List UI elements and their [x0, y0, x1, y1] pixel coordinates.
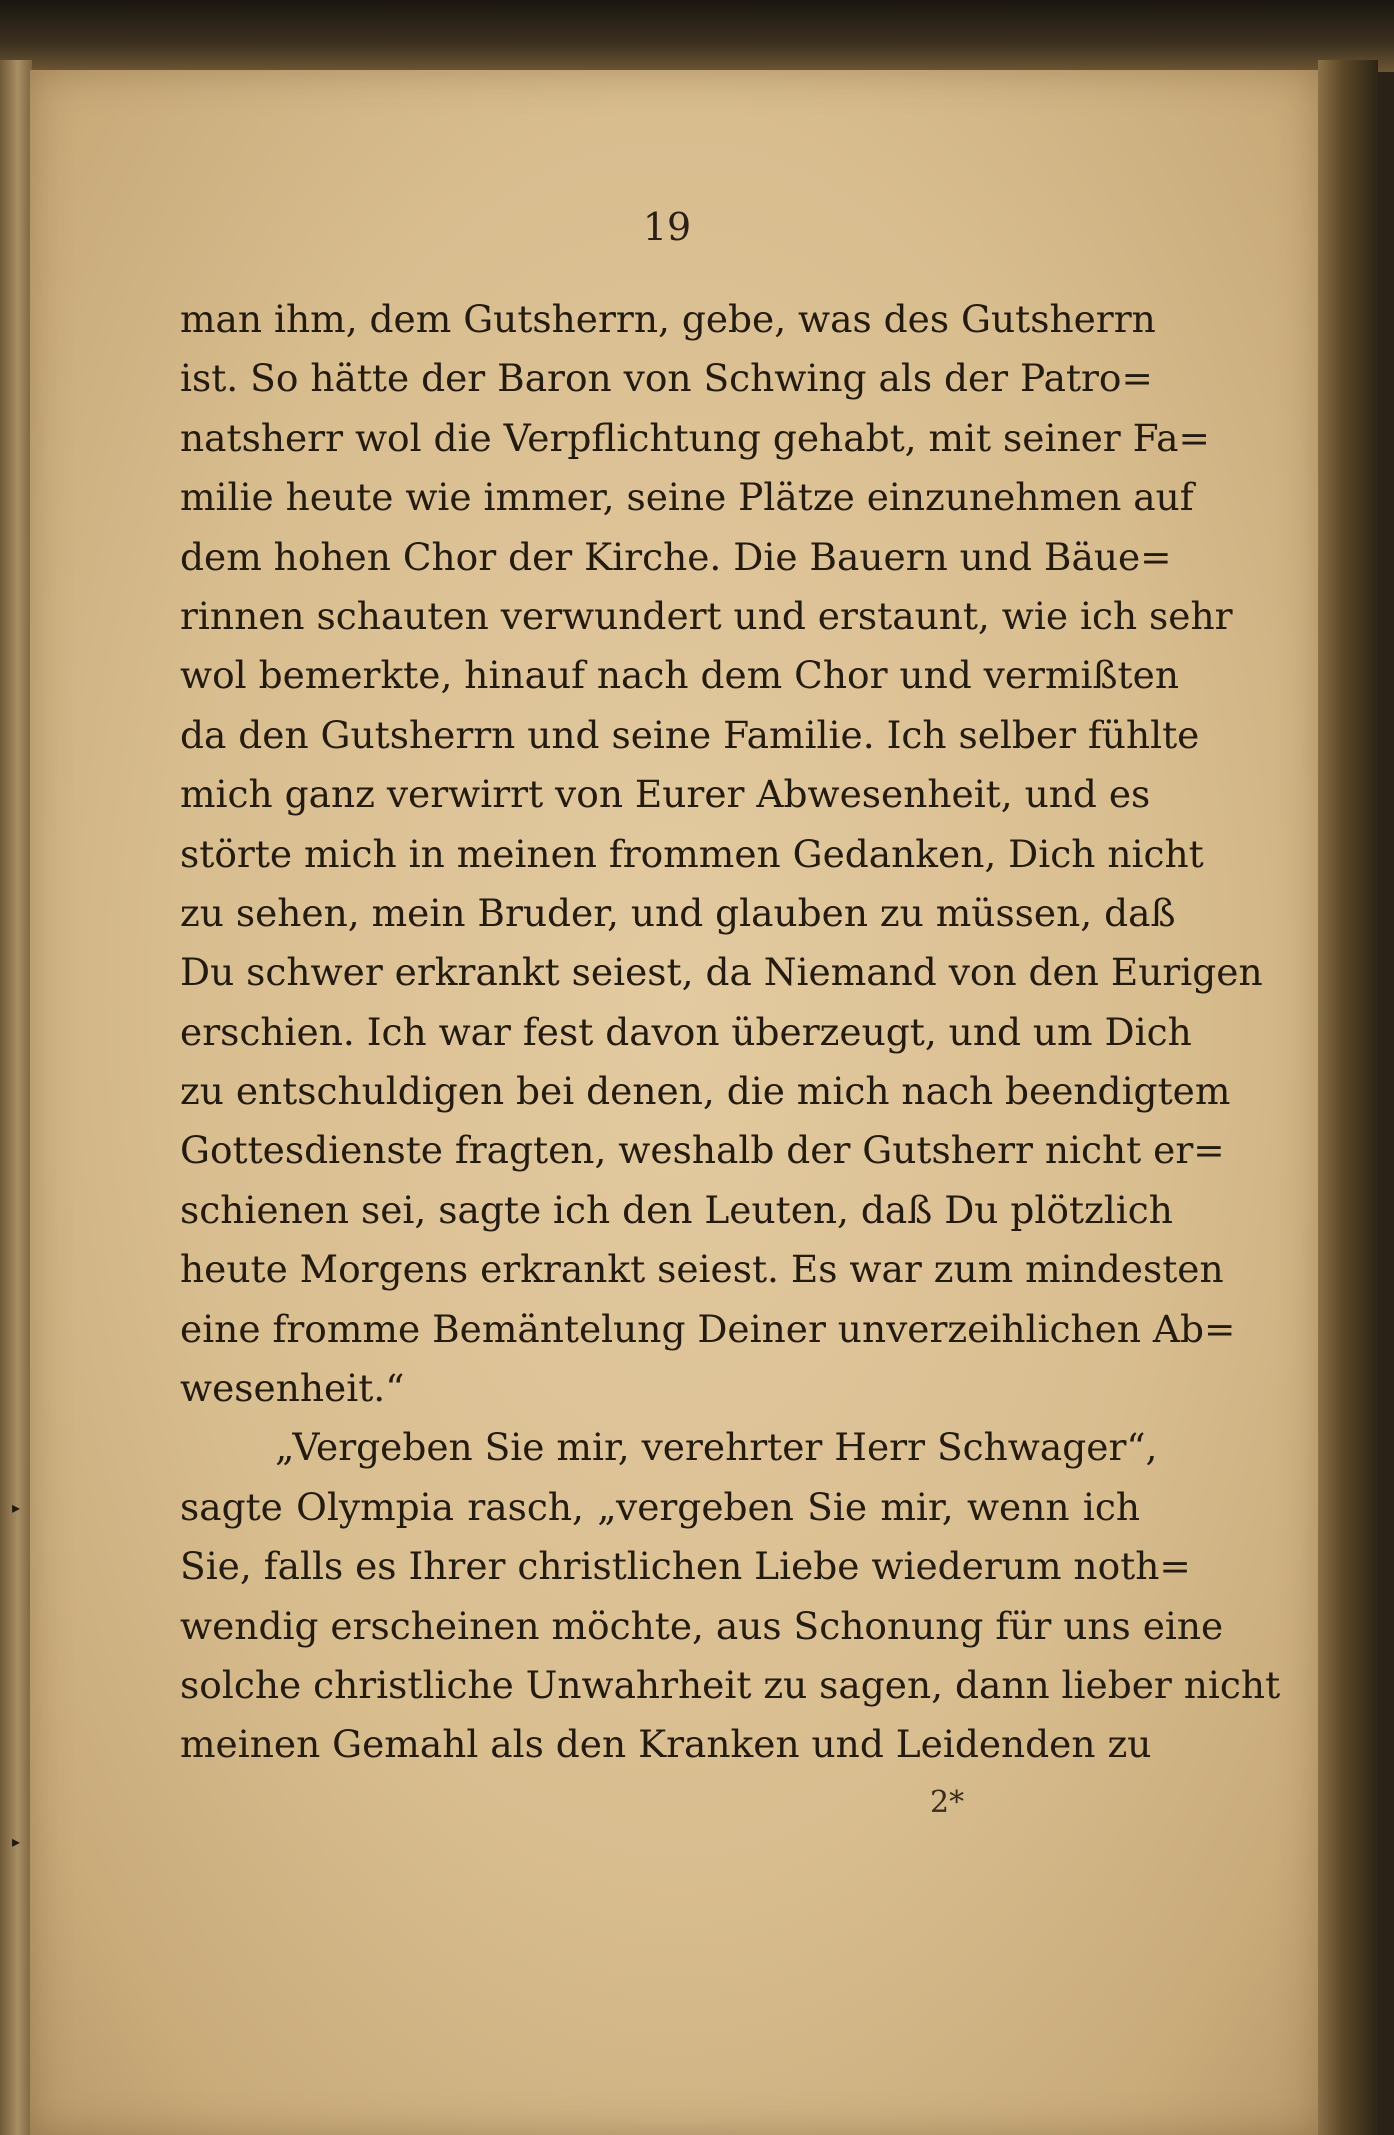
- text-line: solche christliche Unwahrheit zu sagen, dann lieber nicht: [180, 1662, 1281, 1707]
- text-line: störte mich in meinen frommen Gedanken, Dich nicht: [180, 831, 1204, 876]
- text-line: dem hohen Chor der Kirche. Die Bauern und Bäue=: [180, 534, 1172, 579]
- text-line: Du schwer erkrankt seiest, da Niemand von den Eurigen: [180, 950, 1263, 995]
- text-line: schienen sei, sagte ich den Leuten, daß Du plötzlich: [180, 1187, 1173, 1232]
- text-line: natsherr wol die Verpflichtung gehabt, mit seiner Fa=: [180, 415, 1210, 460]
- text-line: zu entschuldigen bei denen, die mich nach beendigtem: [180, 1069, 1231, 1114]
- left-page-edge: [0, 60, 32, 2135]
- page-text: [180, 290, 1281, 1775]
- page-number: 19: [642, 205, 692, 249]
- margin-tick-icon: ▸: [12, 1498, 21, 1517]
- text-line: heute Morgens erkrankt seiest. Es war zum mindesten: [180, 1247, 1224, 1292]
- text-line: meinen Gemahl als den Kranken und Leidenden zu: [180, 1722, 1152, 1767]
- text-line: eine fromme Bemäntelung Deiner unverzeihlichen Ab=: [180, 1306, 1236, 1351]
- text-line: wol bemerkte, hinauf nach dem Chor und vermißten: [180, 653, 1179, 698]
- text-line: Sie, falls es Ihrer christlichen Liebe wiederum noth=: [180, 1544, 1191, 1589]
- text-line: „Vergeben Sie mir, verehrter Herr Schwager“,: [275, 1425, 1158, 1470]
- text-line: mich ganz verwirrt von Eurer Abwesenheit, und es: [180, 772, 1151, 817]
- text-line: zu sehen, mein Bruder, und glauben zu müssen, daß: [180, 890, 1176, 935]
- book-binding-edge: [1318, 60, 1378, 2135]
- text-line: milie heute wie immer, seine Plätze einzunehmen auf: [180, 475, 1194, 520]
- signature-mark: 2*: [930, 1785, 965, 1820]
- text-line: man ihm, dem Gutsherrn, gebe, was des Gutsherrn: [180, 297, 1156, 341]
- text-line: rinnen schauten verwundert und erstaunt, wie ich sehr: [180, 593, 1233, 638]
- text-line: Gottesdienste fragten, weshalb der Gutsherr nicht er=: [180, 1128, 1225, 1173]
- text-line: wesenheit.“: [180, 1366, 405, 1411]
- text-line: ist. So hätte der Baron von Schwing als der Patro=: [180, 356, 1153, 401]
- text-line: da den Gutsherrn und seine Familie. Ich selber fühlte: [180, 712, 1200, 757]
- text-line: sagte Olympia rasch, „vergeben Sie mir, wenn ich: [180, 1484, 1140, 1529]
- text-line: wendig erscheinen möchte, aus Schonung für uns eine: [180, 1603, 1224, 1648]
- margin-tick-icon: ▸: [12, 1832, 21, 1851]
- text-line: erschien. Ich war fest davon überzeugt, und um Dich: [180, 1009, 1192, 1054]
- book-top-edge: [0, 0, 1394, 72]
